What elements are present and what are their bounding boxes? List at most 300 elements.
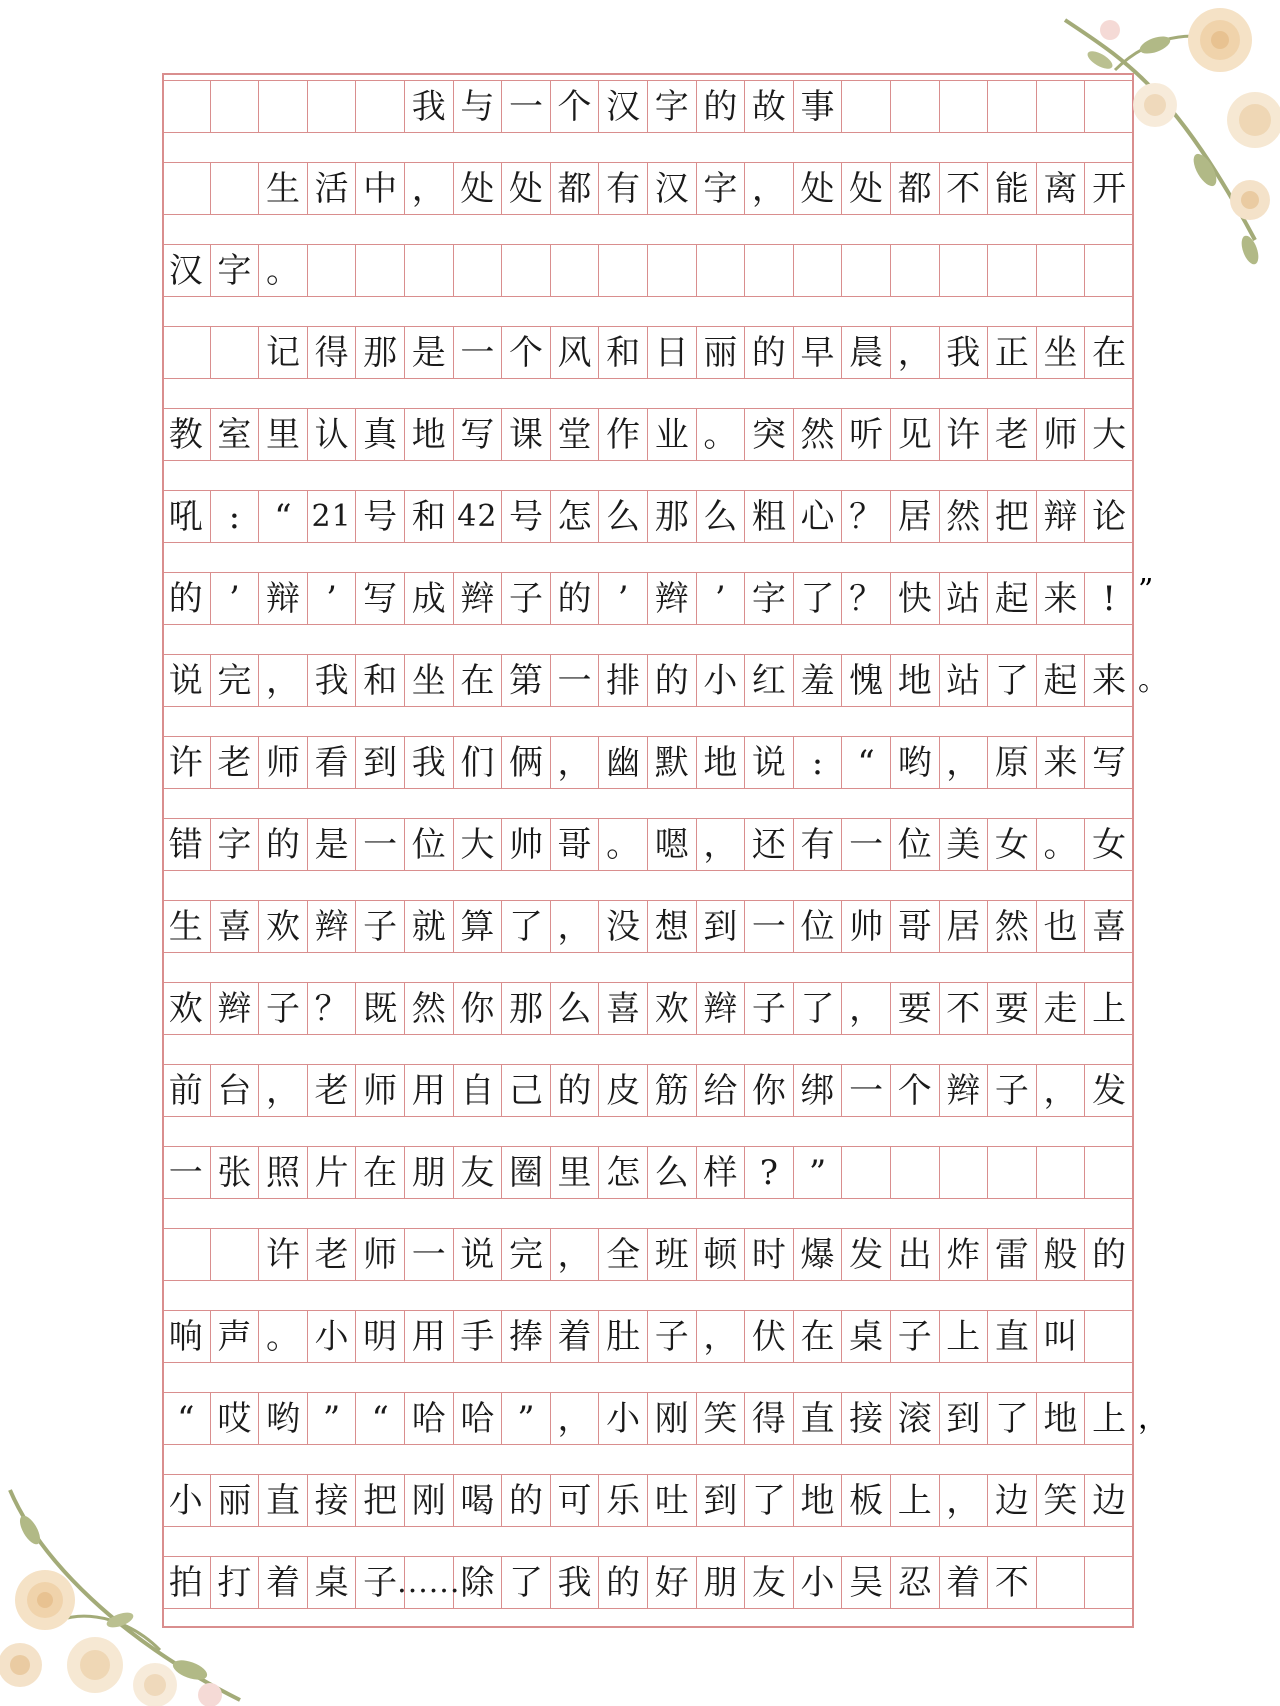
grid-cell: 一 (502, 81, 551, 132)
grid-cell: 你 (454, 983, 503, 1034)
grid-cell (1085, 1557, 1134, 1608)
grid-cell: 写 (356, 573, 405, 624)
grid-cell: 桌 (842, 1311, 891, 1362)
grid-cell: 位 (794, 901, 843, 952)
grid-cell: 了 (502, 901, 551, 952)
grid-cell: 发 (842, 1229, 891, 1280)
grid-cell: 辫 (454, 573, 503, 624)
grid-cell: 顿 (697, 1229, 746, 1280)
grid-cell: 都 (891, 163, 940, 214)
grid-cell (745, 245, 794, 296)
grid-cell: 和 (405, 491, 454, 542)
grid-cell: 一 (405, 1229, 454, 1280)
grid-cell (842, 1147, 891, 1198)
grid-cell: 处 (454, 163, 503, 214)
grid-cell: 喜 (599, 983, 648, 1034)
grid-cell: 用 (405, 1065, 454, 1116)
grid-cell: 有 (794, 819, 843, 870)
grid-cell: ？ (842, 573, 891, 624)
grid-cell: 板 (842, 1475, 891, 1526)
grid-cell: 能 (988, 163, 1037, 214)
grid-cell: ， (259, 1065, 308, 1116)
grid-cell: 室 (211, 409, 260, 460)
grid-cell: 许 (940, 409, 989, 460)
grid-cell: 帅 (502, 819, 551, 870)
grid-cell: 友 (454, 1147, 503, 1198)
essay-line (162, 326, 1134, 379)
grid-cell: 我 (405, 737, 454, 788)
grid-cell: 记 (259, 327, 308, 378)
grid-cell (162, 1229, 211, 1280)
grid-cell: 走 (1037, 983, 1086, 1034)
grid-cell: 上 (1085, 1393, 1134, 1444)
grid-cell: 着 (940, 1557, 989, 1608)
grid-cell: 美 (940, 819, 989, 870)
grid-cell: 么 (551, 983, 600, 1034)
grid-cell: 幽 (599, 737, 648, 788)
grid-cell: 一 (842, 1065, 891, 1116)
grid-cell: 上 (891, 1475, 940, 1526)
grid-cell: 一 (356, 819, 405, 870)
grid-cell: 大 (1085, 409, 1134, 460)
grid-cell: 欢 (162, 983, 211, 1034)
grid-cell: “ (259, 491, 308, 542)
grid-cell: 全 (599, 1229, 648, 1280)
grid-cell: 子 (891, 1311, 940, 1362)
grid-cell: 我 (405, 81, 454, 132)
grid-cell: 子 (356, 1557, 405, 1608)
grid-cell: 得 (308, 327, 357, 378)
grid-cell: 朋 (405, 1147, 454, 1198)
grid-cell: 叫 (1037, 1311, 1086, 1362)
grid-cell: 老 (988, 409, 1037, 460)
grid-cell: 小 (162, 1475, 211, 1526)
essay-line (162, 1474, 1134, 1527)
grid-cell: 友 (745, 1557, 794, 1608)
grid-cell: 到 (697, 901, 746, 952)
grid-cell: 老 (211, 737, 260, 788)
grid-cell: 是 (405, 327, 454, 378)
grid-cell: 子 (356, 901, 405, 952)
grid-cell: 汉 (648, 163, 697, 214)
grid-cell: 老 (308, 1065, 357, 1116)
grid-cell: 师 (1037, 409, 1086, 460)
grid-cell: 喝 (454, 1475, 503, 1526)
grid-cell: 可 (551, 1475, 600, 1526)
grid-cell: 不 (940, 163, 989, 214)
grid-cell (842, 245, 891, 296)
grid-cell: 接 (842, 1393, 891, 1444)
grid-cell: 号 (502, 491, 551, 542)
grid-cell: 辫 (648, 573, 697, 624)
grid-cell: 你 (745, 1065, 794, 1116)
grid-cell: ” (794, 1147, 843, 1198)
grid-cell: 小 (697, 655, 746, 706)
grid-cell: 和 (599, 327, 648, 378)
grid-cell: ， (940, 1475, 989, 1526)
grid-cell (1085, 1311, 1134, 1362)
grid-cell: 响 (162, 1311, 211, 1362)
grid-cell: 。 (1037, 819, 1086, 870)
grid-cell: 子 (648, 1311, 697, 1362)
grid-cell: 张 (211, 1147, 260, 1198)
grid-cell: 字 (697, 163, 746, 214)
essay-line (162, 80, 1134, 133)
essay-line (162, 900, 1134, 953)
grid-cell (551, 245, 600, 296)
grid-cell: 手 (454, 1311, 503, 1362)
grid-cell: 许 (162, 737, 211, 788)
grid-cell: 粗 (745, 491, 794, 542)
grid-cell: 小 (308, 1311, 357, 1362)
grid-cell: 羞 (794, 655, 843, 706)
grid-cell: 心 (794, 491, 843, 542)
grid-cell (259, 81, 308, 132)
grid-cell (1085, 1147, 1134, 1198)
grid-cell: 地 (405, 409, 454, 460)
grid-cell: 处 (502, 163, 551, 214)
grid-cell: 坐 (405, 655, 454, 706)
grid-cell: 哈 (454, 1393, 503, 1444)
grid-cell: 离 (1037, 163, 1086, 214)
grid-cell: 喜 (1085, 901, 1134, 952)
grid-cell: 那 (502, 983, 551, 1034)
essay-line (162, 736, 1134, 789)
grid-cell: 发 (1085, 1065, 1134, 1116)
grid-cell: 筋 (648, 1065, 697, 1116)
grid-cell: 了 (988, 655, 1037, 706)
grid-cell: 个 (891, 1065, 940, 1116)
grid-cell: 师 (356, 1229, 405, 1280)
grid-cell: 辫 (697, 983, 746, 1034)
grid-cell: 没 (599, 901, 648, 952)
grid-cell: 既 (356, 983, 405, 1034)
grid-cell: 处 (842, 163, 891, 214)
grid-cell: 绑 (794, 1065, 843, 1116)
grid-cell: 把 (356, 1475, 405, 1526)
grid-cell: 认 (308, 409, 357, 460)
grid-cell (405, 245, 454, 296)
grid-cell (940, 245, 989, 296)
grid-cell: 般 (1037, 1229, 1086, 1280)
grid-cell: 的 (648, 655, 697, 706)
grid-cell (697, 245, 746, 296)
grid-cell: 的 (1085, 1229, 1134, 1280)
grid-cell: 。 (259, 245, 308, 296)
grid-cell (1037, 1147, 1086, 1198)
grid-cell: 居 (891, 491, 940, 542)
grid-cell: ， (551, 737, 600, 788)
grid-cell: 打 (211, 1557, 260, 1608)
grid-cell (308, 245, 357, 296)
grid-cell: 皮 (599, 1065, 648, 1116)
grid-cell: 来 (1085, 655, 1134, 706)
grid-cell: 怎 (551, 491, 600, 542)
grid-cell: ， (551, 901, 600, 952)
grid-cell: 里 (551, 1147, 600, 1198)
grid-cell: ， (551, 1393, 600, 1444)
grid-cell: 用 (405, 1311, 454, 1362)
grid-cell: ’ (308, 573, 357, 624)
grid-cell: 号 (356, 491, 405, 542)
grid-cell: 到 (356, 737, 405, 788)
grid-cell: 个 (502, 327, 551, 378)
grid-cell: 把 (988, 491, 1037, 542)
grid-cell: 得 (745, 1393, 794, 1444)
grid-cell: 处 (794, 163, 843, 214)
grid-cell: 要 (988, 983, 1037, 1034)
grid-cell: 中 (356, 163, 405, 214)
grid-cell (211, 81, 260, 132)
grid-cell (162, 327, 211, 378)
grid-cell (308, 81, 357, 132)
grid-cell: 字 (745, 573, 794, 624)
grid-cell: 吴 (842, 1557, 891, 1608)
grid-cell: 真 (356, 409, 405, 460)
grid-cell: ...... (405, 1557, 454, 1608)
grid-cell: 老 (308, 1229, 357, 1280)
essay-line (162, 1556, 1134, 1609)
grid-cell: ， (405, 163, 454, 214)
grid-cell: 的 (259, 819, 308, 870)
grid-cell: 然 (988, 901, 1037, 952)
grid-cell: 。 (599, 819, 648, 870)
grid-cell: 写 (1085, 737, 1134, 788)
grid-cell: 辩 (259, 573, 308, 624)
grid-cell: ! (1085, 573, 1134, 624)
grid-cell: 生 (162, 901, 211, 952)
grid-cell: 了 (502, 1557, 551, 1608)
grid-cell: 不 (988, 1557, 1037, 1608)
grid-cell (1037, 1557, 1086, 1608)
grid-cell: 到 (697, 1475, 746, 1526)
grid-cell: 雷 (988, 1229, 1037, 1280)
grid-cell: 都 (551, 163, 600, 214)
grid-cell (454, 245, 503, 296)
grid-cell: 原 (988, 737, 1037, 788)
grid-cell: 拍 (162, 1557, 211, 1608)
grid-cell: ’ (697, 573, 746, 624)
grid-cell: “ (162, 1393, 211, 1444)
grid-cell: 哥 (891, 901, 940, 952)
grid-cell: 前 (162, 1065, 211, 1116)
grid-cell: 在 (356, 1147, 405, 1198)
grid-cell: 边 (988, 1475, 1037, 1526)
grid-cell: 与 (454, 81, 503, 132)
grid-cell: 爆 (794, 1229, 843, 1280)
grid-cell: 个 (551, 81, 600, 132)
grid-cell: 的 (551, 573, 600, 624)
grid-cell: 哥 (551, 819, 600, 870)
grid-cell: 站 (940, 655, 989, 706)
grid-cell (988, 1147, 1037, 1198)
grid-cell: ? (745, 1147, 794, 1198)
grid-cell: 算 (454, 901, 503, 952)
grid-cell (794, 245, 843, 296)
grid-cell: 辫 (308, 901, 357, 952)
grid-cell: 的 (502, 1475, 551, 1526)
grid-cell: 子 (745, 983, 794, 1034)
grid-cell: 坐 (1037, 327, 1086, 378)
flower-bouquet-icon (0, 1450, 260, 1706)
grid-cell: 然 (405, 983, 454, 1034)
grid-cell: 声 (211, 1311, 260, 1362)
grid-cell (891, 245, 940, 296)
grid-cell: 怎 (599, 1147, 648, 1198)
grid-cell: 台 (211, 1065, 260, 1116)
grid-cell: 正 (988, 327, 1037, 378)
grid-cell: 欢 (259, 901, 308, 952)
grid-cell: 哟 (259, 1393, 308, 1444)
grid-cell: 女 (1085, 819, 1134, 870)
grid-cell: 说 (745, 737, 794, 788)
grid-cell: 忍 (891, 1557, 940, 1608)
grid-cell: 上 (940, 1311, 989, 1362)
grid-cell: 辫 (211, 983, 260, 1034)
grid-cell: 字 (648, 81, 697, 132)
essay-line (162, 1146, 1134, 1199)
grid-cell: 师 (356, 1065, 405, 1116)
grid-cell: 说 (454, 1229, 503, 1280)
essay-line (162, 162, 1134, 215)
grid-cell: 女 (988, 819, 1037, 870)
grid-cell: 的 (745, 327, 794, 378)
grid-cell: 乐 (599, 1475, 648, 1526)
grid-cell: 要 (891, 983, 940, 1034)
grid-cell: 出 (891, 1229, 940, 1280)
grid-cell: 了 (794, 573, 843, 624)
grid-cell: 论 (1085, 491, 1134, 542)
grid-cell: “ (842, 737, 891, 788)
grid-cell: 丽 (697, 327, 746, 378)
grid-cell: 一 (454, 327, 503, 378)
grid-cell: 么 (697, 491, 746, 542)
grid-cell: 刚 (648, 1393, 697, 1444)
grid-cell: 明 (356, 1311, 405, 1362)
grid-cell (940, 1147, 989, 1198)
grid-cell: 给 (697, 1065, 746, 1116)
grid-cell: 早 (794, 327, 843, 378)
grid-cell: ’ (211, 573, 260, 624)
grid-cell: ， (259, 655, 308, 706)
grid-cell: 炸 (940, 1229, 989, 1280)
grid-cell: 子 (502, 573, 551, 624)
grid-cell: ” (308, 1393, 357, 1444)
grid-cell: 时 (745, 1229, 794, 1280)
grid-cell: 那 (356, 327, 405, 378)
essay-line: “ 哎 哟 ” “ 哈 哈 ” ， 小 刚 笑 得 直 接 滚 到 了 地 ， 上 (162, 1392, 1134, 1445)
grid-cell: 在 (1085, 327, 1134, 378)
grid-cell: 辫 (940, 1065, 989, 1116)
grid-cell: 么 (648, 1147, 697, 1198)
grid-cell: ， (842, 983, 891, 1034)
grid-cell: 刚 (405, 1475, 454, 1526)
grid-cell: ， (891, 327, 940, 378)
grid-cell: 班 (648, 1229, 697, 1280)
grid-cell: 字 (211, 819, 260, 870)
grid-cell: 起 (1037, 655, 1086, 706)
grid-cell: “ (356, 1393, 405, 1444)
grid-cell: 来 (1037, 573, 1086, 624)
grid-cell: 桌 (308, 1557, 357, 1608)
grid-cell: 地 (794, 1475, 843, 1526)
grid-cell: 滚 (891, 1393, 940, 1444)
essay-line (162, 1310, 1134, 1363)
grid-cell: 活 (308, 163, 357, 214)
grid-cell: 嗯 (648, 819, 697, 870)
grid-cell: 作 (599, 409, 648, 460)
grid-cell: 了 (794, 983, 843, 1034)
grid-cell (162, 81, 211, 132)
grid-cell: 42 (454, 491, 503, 542)
grid-cell: 风 (551, 327, 600, 378)
grid-cell: 完 (502, 1229, 551, 1280)
grid-cell: 到 (940, 1393, 989, 1444)
grid-cell: 开 (1085, 163, 1134, 214)
grid-cell: 里 (259, 409, 308, 460)
essay-line (162, 982, 1134, 1035)
essay-line: 说 完 ， 我 和 坐 在 第 一 排 的 小 红 羞 愧 地 站 了 起 。 来 (162, 654, 1134, 707)
grid-cell: 照 (259, 1147, 308, 1198)
grid-cell: 完 (211, 655, 260, 706)
grid-cell: 的 (697, 81, 746, 132)
grid-cell: 着 (259, 1557, 308, 1608)
grid-cell: 大 (454, 819, 503, 870)
essay-line (162, 408, 1134, 461)
flower-bouquet-icon (1005, 0, 1280, 300)
grid-cell: 我 (940, 327, 989, 378)
grid-cell: 然 (940, 491, 989, 542)
grid-cell: 不 (940, 983, 989, 1034)
grid-cell: 我 (308, 655, 357, 706)
grid-cell: 来 (1037, 737, 1086, 788)
grid-cell: 上 (1085, 983, 1134, 1034)
grid-cell: 笑 (1037, 1475, 1086, 1526)
grid-cell: 自 (454, 1065, 503, 1116)
grid-cell (211, 327, 260, 378)
grid-cell: ， (745, 163, 794, 214)
grid-cell: ， (697, 819, 746, 870)
grid-cell: 晨 (842, 327, 891, 378)
grid-cell: 事 (794, 81, 843, 132)
grid-cell: ， (1037, 1065, 1086, 1116)
grid-cell: : (211, 491, 260, 542)
grid-cell: 是 (308, 819, 357, 870)
grid-cell: 和 (356, 655, 405, 706)
grid-cell: ， (551, 1229, 600, 1280)
essay-line: 的 ’ 辩 ’ 写 成 辫 子 的 ’ 辫 ’ 字 了 ？ 快 站 起 来 ” ! (162, 572, 1134, 625)
grid-cell: 21 (308, 491, 357, 542)
grid-cell: 哈 (405, 1393, 454, 1444)
grid-cell: 朋 (697, 1557, 746, 1608)
grid-cell: 哟 (891, 737, 940, 788)
grid-cell: 们 (454, 737, 503, 788)
grid-cell: 辩 (1037, 491, 1086, 542)
grid-cell: 第 (502, 655, 551, 706)
grid-cell: 吐 (648, 1475, 697, 1526)
grid-cell: 肚 (599, 1311, 648, 1362)
grid-cell: 欢 (648, 983, 697, 1034)
grid-cell: 汉 (162, 245, 211, 296)
grid-cell: 着 (551, 1311, 600, 1362)
essay-line (162, 1064, 1134, 1117)
grid-cell: 一 (162, 1147, 211, 1198)
grid-cell: 位 (405, 819, 454, 870)
grid-cell: 生 (259, 163, 308, 214)
grid-cell: 小 (599, 1393, 648, 1444)
grid-cell: 还 (745, 819, 794, 870)
grid-cell: 汉 (599, 81, 648, 132)
